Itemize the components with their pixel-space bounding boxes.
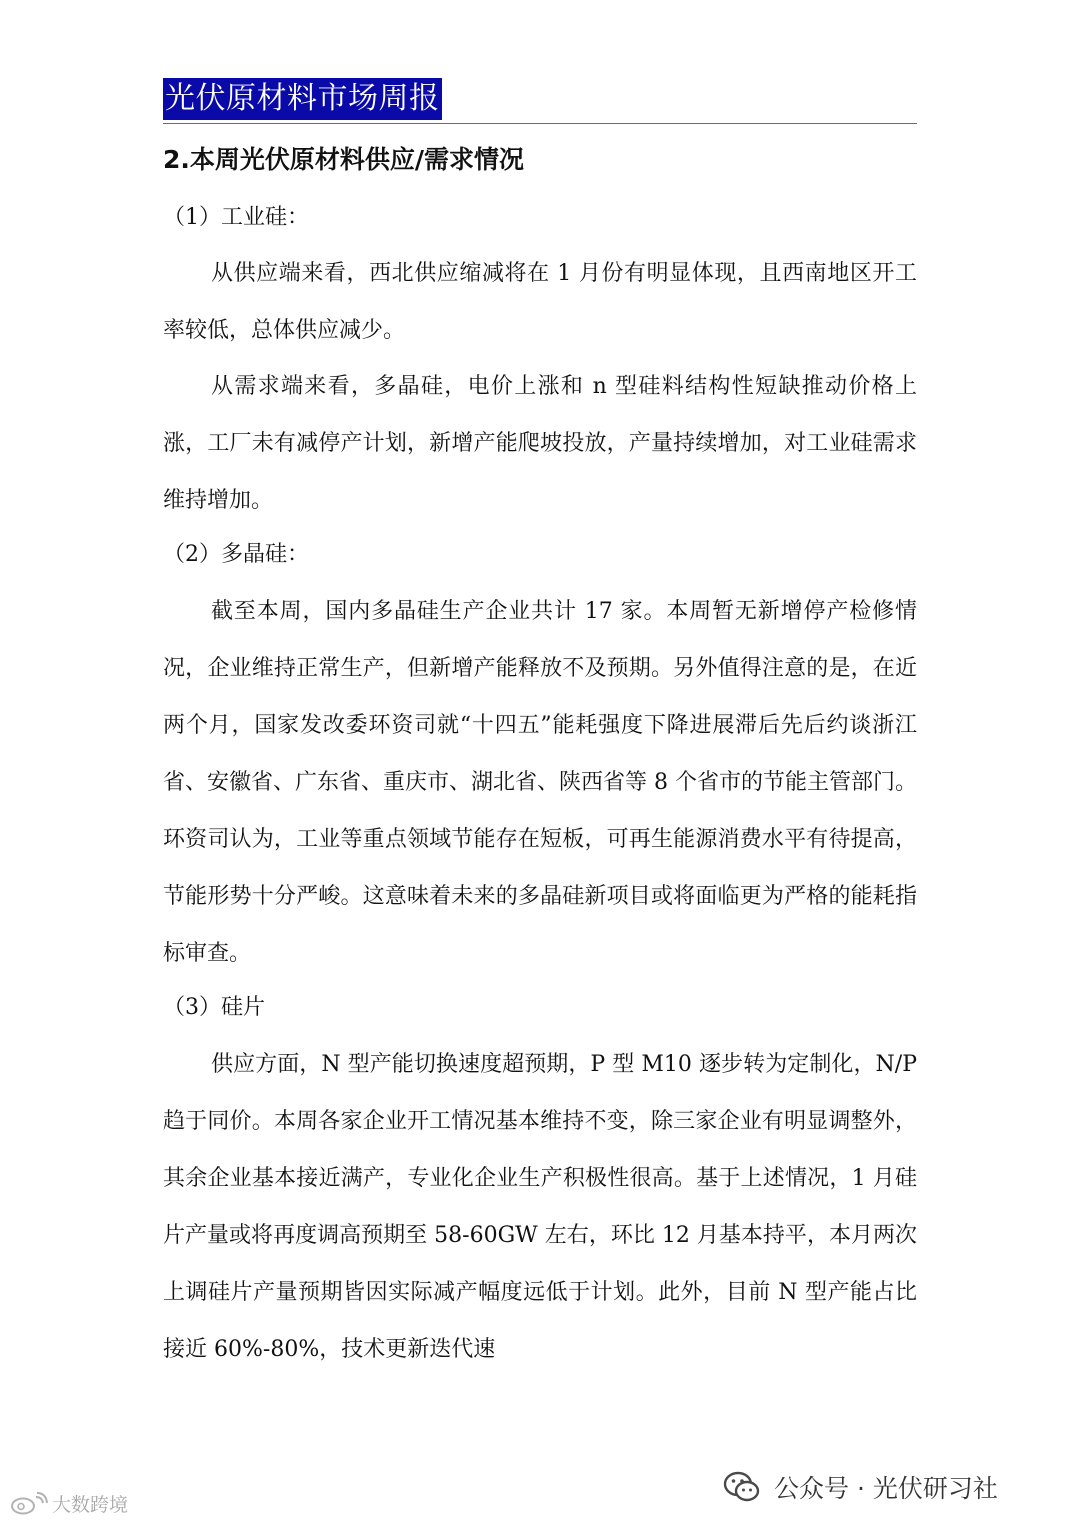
weibo-icon [8, 1492, 48, 1516]
section-heading: 2.本周光伏原材料供应/需求情况 [163, 145, 525, 174]
report-header [163, 78, 917, 124]
paragraph-industrial-supply: 从供应端来看，西北供应缩减将在 1 月份有明显体现，且西南地区开工率较低，总体供应减少。 [163, 261, 917, 343]
paragraph-polysilicon: 截至本周，国内多晶硅生产企业共计 17 家。本周暂无新增停产检修情况，企业维持正常生产，但新增产能释放不及预期。另外值得注意的是，在近两个月，国家发改委环资司就“十四五”能耗强度下降进展滞后先后约谈浙江省、安徽省、广东省、重庆市、湖北省、陕西省等 8 个省市的节能主管部门。环资司认为，工业等重点领域节能存在短板，可再生能源消费水平有待提高，节能形势十分严峻。这意味着未来的多晶硅新项目或将面临更为严格的能耗指标审查。 [163, 599, 917, 966]
report-title: 光伏原材料市场周报 [163, 78, 442, 120]
subheading-polysilicon: （2）多晶硅： [163, 542, 309, 567]
wechat-account-brand [722, 1465, 998, 1509]
paragraph-wafer-supply: 供应方面，N 型产能切换速度超预期，P 型 M10 逐步转为定制化，N/P 趋于同价。本周各家企业开工情况基本维持不变，除三家企业有明显调整外，其余企业基本接近满产，专业化企业生产积极性很高。基于上述情况，1 月硅片产量或将再度调高预期至 58-60GW 左右，环比 12 月基本持平，本月两次上调硅片产量预期皆因实际减产幅度远低于计划。此外，目前 N 型产能占比接近 60%-80%，技术更新迭代速 [163, 1052, 917, 1362]
subheading-industrial-silicon: （1）工业硅： [163, 205, 309, 230]
wechat-account-name: 公众号 · 光伏研习社 [774, 1474, 998, 1503]
paragraph-industrial-demand: 从需求端来看，多晶硅，电价上涨和 n 型硅料结构性短缺推动价格上涨，工厂未有减停产计划，新增产能爬坡投放，产量持续增加，对工业硅需求维持增加。 [163, 374, 917, 513]
watermark [8, 1490, 128, 1517]
watermark-text: 大数跨境 [52, 1494, 129, 1516]
subheading-wafer: （3）硅片 [163, 995, 265, 1020]
wechat-icon [722, 1467, 762, 1507]
